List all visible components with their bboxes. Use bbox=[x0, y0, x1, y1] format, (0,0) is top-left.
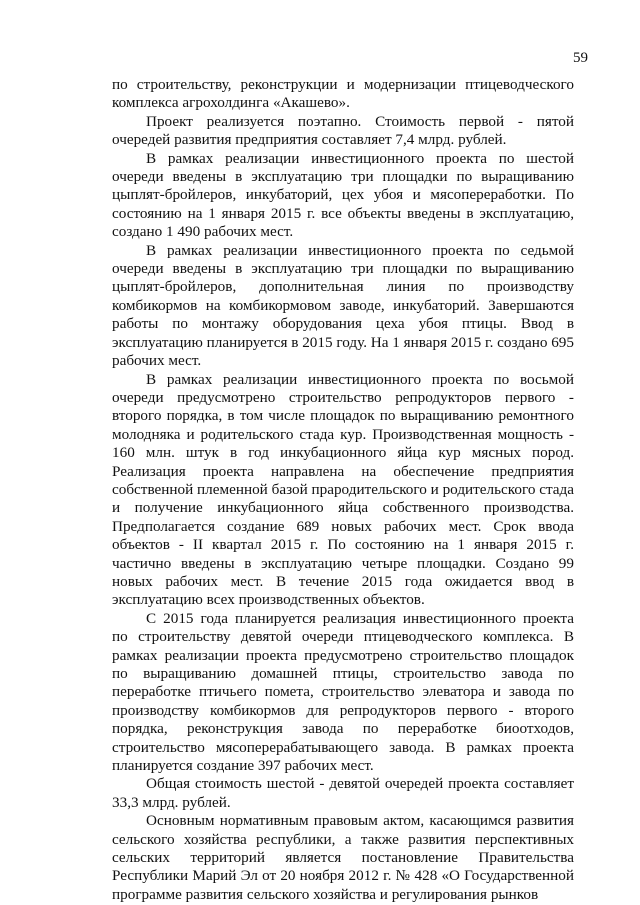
paragraph-2: Проект реализуется поэтапно. Стоимость первой - пятой очередей развития предприятия составляет 7,4 млрд. рублей. bbox=[112, 112, 574, 149]
paragraph-3: В рамках реализации инвестиционного проекта по шестой очереди введены в эксплуатацию три площадки по выращиванию цыплят-бройлеров, инкубаторий, цех убоя и мясопереработки. По состоянию на 1 января 2015 г. все объекты введены в эксплуатацию, создано 1 490 рабочих мест. bbox=[112, 149, 574, 241]
paragraph-6: С 2015 года планируется реализация инвестиционного проекта по строительству девятой очереди птицеводческого комплекса. В рамках реализации проекта предусмотрено строительство площадок по выращиванию домашней птицы, строительство завода по переработке птичьего помета, строительство элеватора и завода по производству комбикормов для репродукторов первого - второго порядка, реконструкция завода по переработке биоотходов, строительство мясоперерабатывающего завода. В рамках проекта планируется создание 397 рабочих мест. bbox=[112, 609, 574, 775]
paragraph-8: Основным нормативным правовым актом, касающимся развития сельского хозяйства республики, а также развития перспективных сельских территорий является постановление Правительства Республики Марий Эл от 20 ноября 2012 г. № 428 «О Государственной программе развития сельского хозяйства и регулирования рынков bbox=[112, 812, 574, 903]
paragraph-1: по строительству, реконструкции и модернизации птицеводческого комплекса агрохолдинга «Акашево». bbox=[112, 76, 574, 112]
paragraph-4: В рамках реализации инвестиционного проекта по седьмой очереди введены в эксплуатацию три площадки по выращиванию цыплят-бройлеров, дополнительная линия по производству комбикормов на комбикормовом заводе, инкубаторий. Завершаются работы по монтажу оборудования цеха убоя птицы. Ввод в эксплуатацию планируется в 2015 году. На 1 января 2015 г. создано 695 рабочих мест. bbox=[112, 241, 574, 370]
paragraph-7: Общая стоимость шестой - девятой очередей проекта составляет 33,3 млрд. рублей. bbox=[112, 775, 574, 811]
paragraph-5: В рамках реализации инвестиционного проекта по восьмой очереди предусмотрено строительство репродукторов первого - второго порядка, в том числе площадок по выращиванию ремонтного молодняка и родительского стада кур. Производственная мощность - 160 млн. штук в год инкубационного яйца кур мясных пород. Реализация проекта направлена на обеспечение предприятия собственной племенной базой прародительского и родительского стада и получение инкубационного яйца собственного производства. Предполагается создание 689 новых рабочих мест. Срок ввода объектов - II квартал 2015 г. По состоянию на 1 января 2015 г. частично введены в эксплуатацию четыре площадки. Создано 99 новых рабочих мест. В течение 2015 года ожидается ввод в эксплуатацию всех производственных объектов. bbox=[112, 370, 575, 609]
document-body bbox=[112, 76, 574, 904]
page-number: 59 bbox=[573, 50, 588, 66]
